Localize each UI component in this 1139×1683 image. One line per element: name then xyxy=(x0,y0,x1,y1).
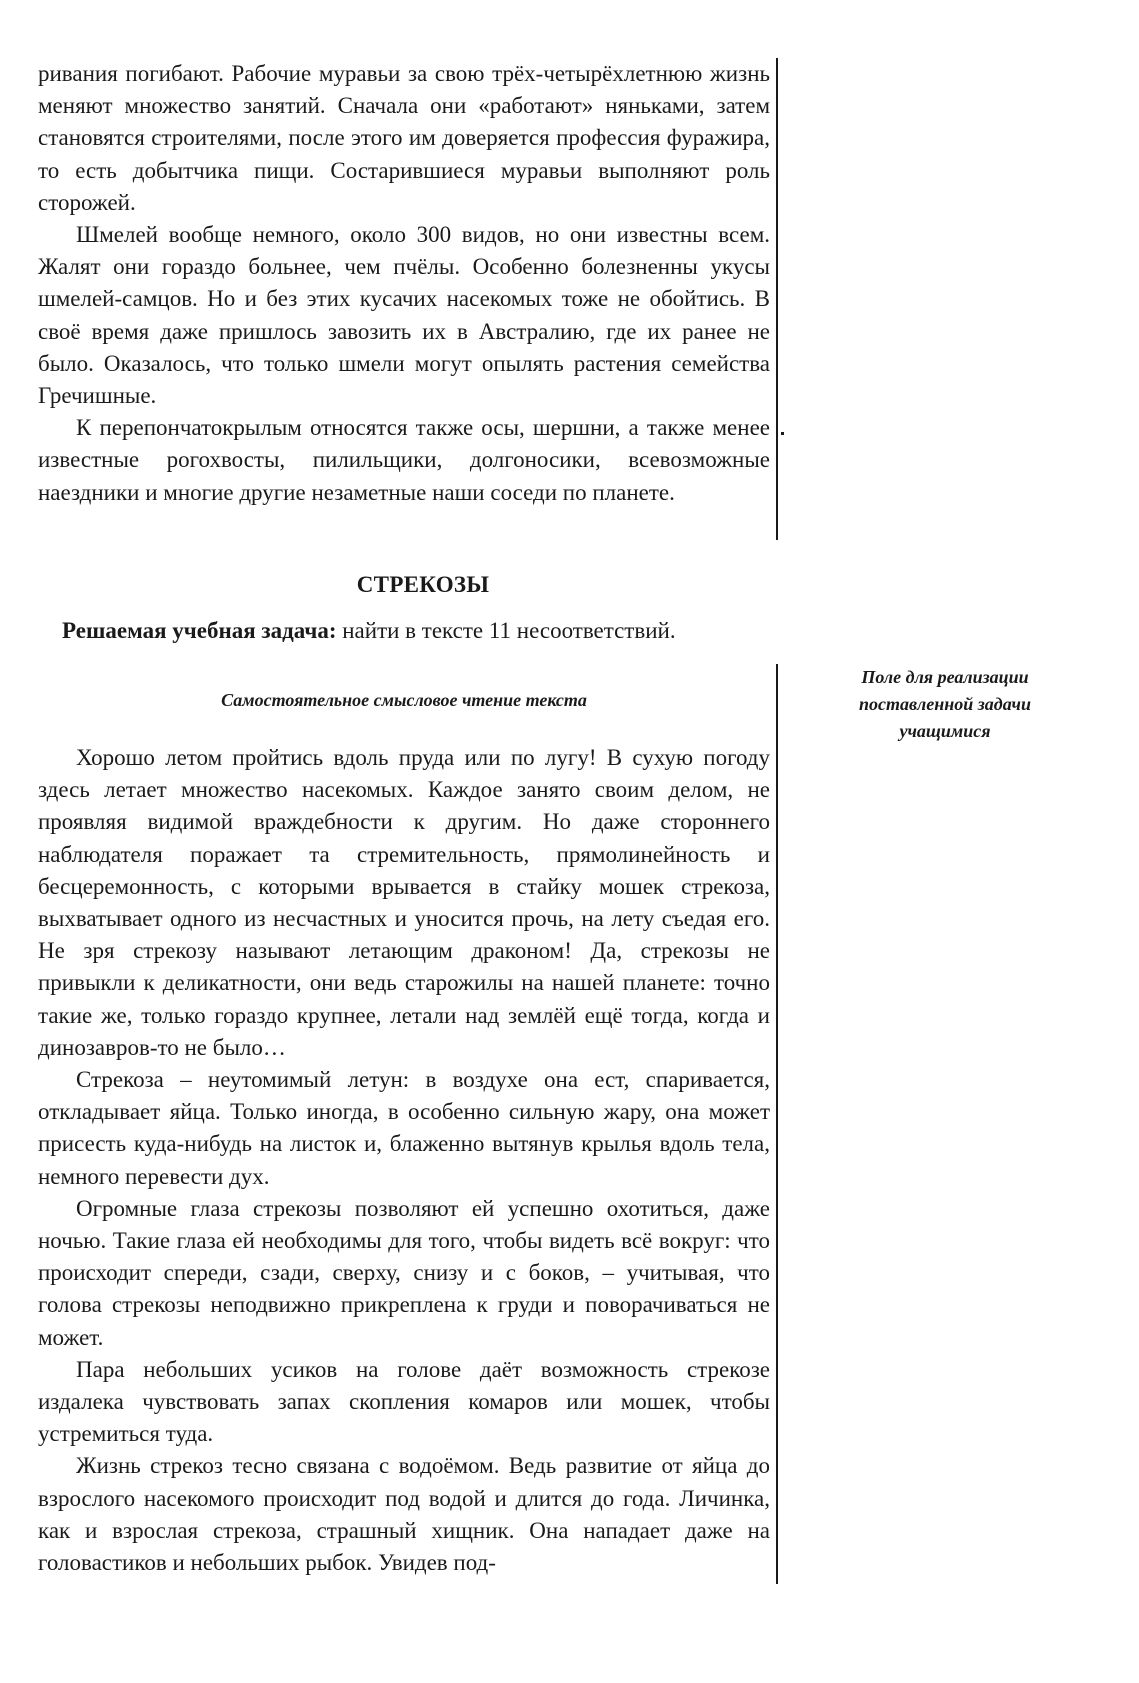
section-heading: СТРЕКОЗЫ xyxy=(356,572,490,597)
side-note-line-3: учащимися xyxy=(899,721,991,741)
top-margin-rule xyxy=(776,58,778,540)
reading-subtitle: Самостоятельное смысловое чтение текста xyxy=(221,690,587,710)
task-text: найти в тексте 11 несоответствий. xyxy=(336,618,676,643)
paragraph-dragonfly-intro: Хорошо летом пройтись вдоль пруда или по лугу! В сухую погоду здесь летает множество насекомых. Каждое занято своим делом, не проявляя видимой враждебности к другим. Но даже стороннего наблюдателя поражает та стремительность, прямолинейность и бесцеремонность, с которыми врывается в стайку мошек стрекоза, выхватывает одного из несчастных и уносится прочь, на лету съедая его. Не зря стрекозу называют летающим драконом! Да, стрекозы не привыкли к деликатности, они ведь старожилы на нашей планете: точно такие же, только гораздо крупнее, летали над землёй ещё тогда, когда и динозавров-то не было… xyxy=(38,745,770,1060)
paragraph-dragonfly-larva: Жизнь стрекоз тесно связана с водоёмом. Ведь развитие от яйца до взрослого насекомого происходит под водой и длится до года. Личинка, как и взрослая стрекоза, страшный хищник. Она нападает даже на головастиков и небольших рыбок. Увидев под- xyxy=(38,1453,770,1576)
side-note xyxy=(800,664,1090,745)
paragraph-dragonfly-antennae: Пара небольших усиков на голове даёт возможность стрекозе издалека чувствовать запах скопления комаров или мошек, чтобы устремиться туда. xyxy=(38,1356,770,1447)
dragonfly-text-block xyxy=(38,742,770,1579)
paragraph-hymenoptera-others: К перепончатокрылым относятся также осы, шершни, а также менее известные рогохвосты, пилильщики, долгоносики, всевозможные наездники и многие другие незаметные наши соседи по планете. xyxy=(38,415,770,505)
paragraph-dragonfly-flight: Стрекоза – неутомимый летун: в воздухе она ест, спаривается, откладывает яйца. Только иногда, в особенно сильную жару, она может присесть куда-нибудь на листок и, блаженно вытянув крылья вдоль тела, немного перевести дух. xyxy=(38,1067,770,1189)
task-label: Решаемая учебная задача: xyxy=(62,618,337,643)
bottom-margin-rule xyxy=(776,664,778,1584)
task-line xyxy=(62,618,822,644)
paragraph-ants-professions: ривания погибают. Рабочие муравьи за свою трёх-четырёхлетнюю жизнь меняют множество занятий. Сначала они «работают» няньками, затем становятся строителями, после этого им доверяется профессия фуражира, то есть добытчика пищи. Состарившиеся муравьи выполняют роль сторожей. xyxy=(38,61,770,215)
side-note-line-1: Поле для реализации xyxy=(861,667,1029,687)
side-note-line-2: поставленной задачи xyxy=(859,694,1031,714)
margin-mark xyxy=(781,432,784,435)
paragraph-dragonfly-eyes: Огромные глаза стрекозы позволяют ей успешно охотиться, даже ночью. Такие глаза ей необходимы для того, чтобы видеть всё вокруг: что происходит спереди, сзади, сверху, снизу и с боков, – учитывая, что голова стрекозы неподвижно прикреплена к груди и поворачиваться не может. xyxy=(38,1195,770,1350)
paragraph-bumblebees: Шмелей вообще немного, около 300 видов, но они известны всем. Жалят они гораздо больнее, чем пчёлы. Особенно болезненны укусы шмелей-самцов. Но и без этих кусачих насекомых тоже не обойтись. В своё время даже пришлось завозить их в Австралию, где их ранее не было. Оказалось, что только шмели могут опылять растения семейства Гречишные. xyxy=(38,222,770,409)
top-text-block xyxy=(38,58,770,509)
